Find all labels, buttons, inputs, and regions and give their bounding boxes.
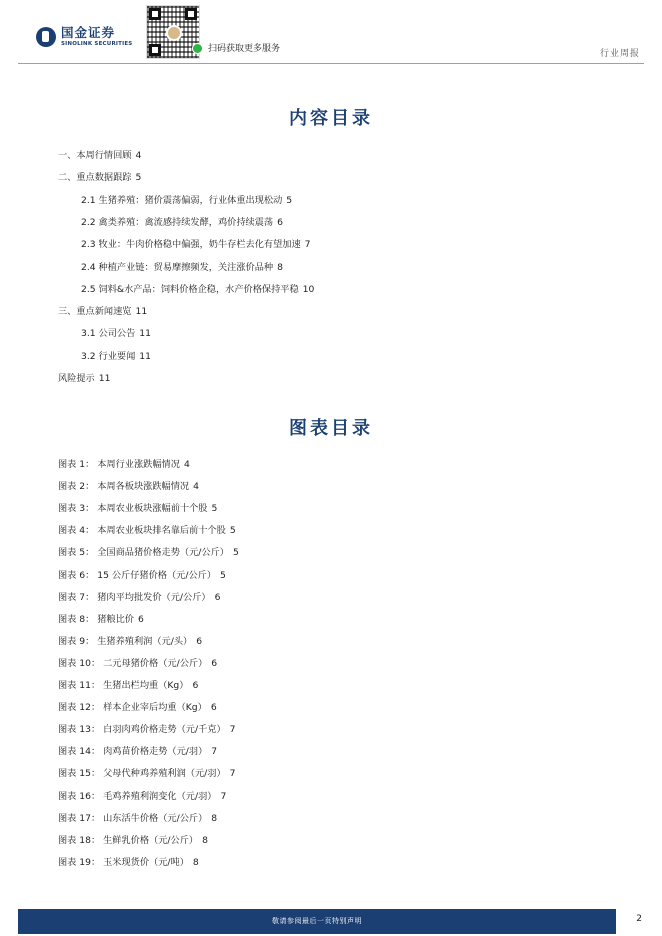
toc-entry-page: 8 bbox=[202, 834, 208, 846]
toc-entry-page: 6 bbox=[138, 613, 144, 625]
figures-title: 图表目录 bbox=[289, 418, 373, 439]
toc-entry-label: 一、本周行情回顾 bbox=[58, 150, 132, 161]
toc-entry-page: 7 bbox=[220, 790, 227, 802]
toc-entry-page: 11 bbox=[139, 328, 151, 340]
toc-entry-page: 6 bbox=[210, 702, 217, 714]
toc-entry-label: 图表 6： 15 公斤仔猪价格（元/公斤） bbox=[58, 569, 217, 581]
toc-entry-page: 8 bbox=[211, 812, 218, 824]
toc-entry-page: 11 bbox=[135, 306, 148, 318]
toc-entry-label: 三、重点新闻速览 bbox=[58, 306, 132, 318]
qr-code-icon[interactable] bbox=[146, 5, 200, 59]
toc-entry-label: 图表 8： 猪粮比价 bbox=[58, 613, 134, 625]
toc-entry-label: 3.1 公司公告 bbox=[81, 328, 136, 340]
qr-center-logo-icon bbox=[166, 25, 182, 41]
logo-chinese-name: 国金证券 bbox=[61, 25, 116, 40]
toc-entry-label: 图表 18： 生鲜乳价格（元/公斤） bbox=[58, 834, 199, 846]
toc-entry-label: 图表 19： 玉米现货价（元/吨） bbox=[58, 856, 189, 868]
toc-entry-page: 11 bbox=[139, 350, 151, 362]
page-number: 2 bbox=[636, 914, 642, 924]
toc-entry-label: 风险提示 bbox=[58, 373, 95, 384]
toc-entry-page: 11 bbox=[98, 373, 111, 384]
sinolink-logo bbox=[36, 27, 132, 47]
toc-entry-page: 6 bbox=[192, 680, 199, 691]
toc-entry-page: 6 bbox=[211, 657, 218, 669]
toc-entry-label: 2.1 生猪养殖：猪价震荡偏弱，行业体重出现松动 bbox=[81, 194, 283, 206]
toc-entry-page: 8 bbox=[192, 856, 199, 868]
toc-entry-label: 2.2 禽类养殖：禽流感持续发酵，鸡价持续震荡 bbox=[81, 216, 274, 228]
toc-entry-page: 7 bbox=[211, 746, 218, 758]
toc-entry-label: 图表 4： 本周农业板块排名靠后前十个股 bbox=[58, 525, 226, 537]
toc-entry-label: 3.2 行业要闻 bbox=[81, 350, 136, 362]
toc-entry-label: 图表 16： 毛鸡养殖利润变化（元/羽） bbox=[58, 790, 217, 802]
toc-entry-label: 2.5 饲料&水产品：饲料价格企稳，水产价格保持平稳 bbox=[81, 283, 299, 295]
toc-entry-page: 4 bbox=[135, 150, 142, 161]
toc-entry-page: 5 bbox=[286, 194, 293, 206]
footer-disclaimer: 敬请参阅最后一页特别声明 bbox=[272, 917, 362, 925]
toc-entry-label: 2.3 牧业：牛肉价格稳中偏强，奶牛存栏去化有望加速 bbox=[81, 239, 301, 251]
header-divider bbox=[18, 63, 644, 64]
toc-entry-page: 8 bbox=[277, 261, 283, 273]
toc-entry-page: 6 bbox=[214, 591, 221, 603]
toc-entry-label: 图表 5： 全国商品猪价格走势（元/公斤） bbox=[58, 547, 229, 559]
toc-entry-page: 5 bbox=[135, 172, 142, 184]
toc-entry-label: 2.4 种植产业链：贸易摩擦频发，关注涨价品种 bbox=[81, 261, 274, 273]
page-header bbox=[0, 0, 662, 64]
toc-entry-label: 图表 13： 白羽肉鸡价格走势（元/千克） bbox=[58, 724, 226, 736]
toc-entry-page: 6 bbox=[277, 216, 283, 228]
toc-entry-page: 7 bbox=[304, 239, 311, 251]
toc-entry-label: 图表 3： 本周农业板块涨幅前十个股 bbox=[58, 503, 208, 515]
toc-entry-page: 5 bbox=[229, 525, 236, 537]
toc-entry-page: 5 bbox=[220, 569, 226, 581]
contents-title: 内容目录 bbox=[289, 108, 373, 129]
toc-entry-label: 图表 1： 本周行业涨跌幅情况 bbox=[58, 459, 180, 470]
wechat-icon bbox=[192, 43, 203, 54]
toc-entry-label: 二、重点数据跟踪 bbox=[58, 172, 132, 184]
sinolink-logo-icon bbox=[36, 27, 56, 47]
toc-entry-label: 图表 14： 肉鸡苗价格走势（元/羽） bbox=[58, 746, 208, 758]
scan-for-services-text: 扫码获取更多服务 bbox=[208, 44, 281, 54]
toc-entry-label: 图表 10： 二元母猪价格（元/公斤） bbox=[58, 657, 208, 669]
toc-entry-label: 图表 12： 样本企业宰后均重（Kg） bbox=[58, 702, 207, 714]
toc-entry-page: 4 bbox=[183, 459, 190, 470]
toc-entry-label: 图表 15： 父母代种鸡养殖利润（元/羽） bbox=[58, 768, 226, 780]
toc-entry-page: 10 bbox=[302, 283, 315, 295]
toc-entry-label: 图表 7： 猪肉平均批发价（元/公斤） bbox=[58, 591, 211, 603]
toc-entry-page: 4 bbox=[193, 481, 199, 493]
toc-entry-page: 7 bbox=[229, 768, 236, 780]
toc-entry-page: 5 bbox=[232, 547, 239, 559]
toc-entry-label: 图表 2： 本周各板块涨跌幅情况 bbox=[58, 481, 190, 493]
logo-english-name: SINOLINK SECURITIES bbox=[61, 40, 133, 47]
toc-entry-page: 7 bbox=[229, 724, 236, 736]
toc-entry-label: 图表 17： 山东活牛价格（元/公斤） bbox=[58, 812, 208, 824]
toc-entry-page: 5 bbox=[211, 503, 218, 515]
toc-entry-page: 6 bbox=[196, 635, 203, 647]
toc-entry-label: 图表 11： 生猪出栏均重（Kg） bbox=[58, 680, 189, 691]
report-type-label: 行业周报 bbox=[599, 49, 640, 59]
toc-entry-label: 图表 9： 生猪养殖利润（元/头） bbox=[58, 635, 193, 647]
